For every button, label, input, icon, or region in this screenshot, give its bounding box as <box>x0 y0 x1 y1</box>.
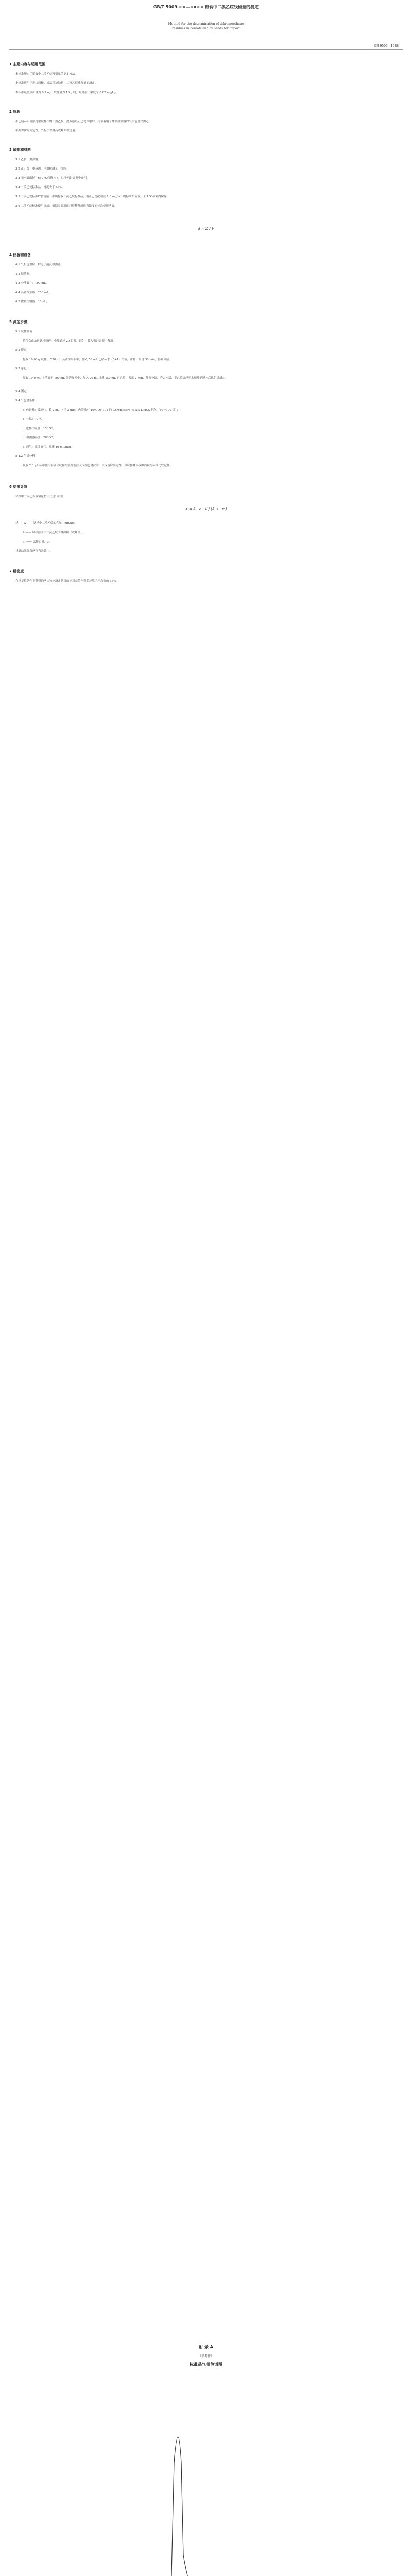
paragraph: 将粮食或油料试样粉碎，全部通过 20 目筛，混匀，装入密封容器中备用。 <box>23 340 116 343</box>
paragraph: 本标准规定了粮食中二溴乙烷残留量的测定方法。 <box>15 73 78 76</box>
paragraph: 用乙腈—水溶液提取试样中的二溴乙烷，提取液经正己烷萃取后，用带有电子捕获检测器的气相色谱仪测定。 <box>15 120 152 123</box>
paragraph: d. 检测器温度：200 ℃； <box>23 436 56 439</box>
paragraph: 称取 10.00 g 试样于 250 mL 具塞锥形瓶中，加入 50 mL 乙腈—水（5+1）溶液，密塞，振荡 30 min，静置分层。 <box>23 358 172 361</box>
paragraph: 吸取 10.0 mL 上清液于 100 mL 分液漏斗中，加入 20 mL 水和 5.0 mL 正己烷，振荡 2 min，静置分层，弃去水层，正己烷层经无水硫酸钠脱水后供色谱测定。 <box>23 377 228 380</box>
paragraph: 式中：X —— 试样中二溴乙烷的含量，mg/kg； <box>15 522 77 525</box>
section-heading: 7 精密度 <box>9 569 24 573</box>
paragraph: 根据保留时间定性，外标法以峰高或峰面积定量。 <box>15 129 78 132</box>
section-heading: 1 主题内容与适用范围 <box>9 62 46 66</box>
english-title-line: Method for the determination of dibromoethane <box>168 22 244 26</box>
paragraph: 试样中二溴乙烷残留量按下式进行计算： <box>15 495 67 498</box>
paragraph: 4.3 分液漏斗：100 mL。 <box>15 282 49 285</box>
paragraph: 在重复性条件下获得的两次独立测定结果的绝对差值不得超过算术平均值的 15%。 <box>15 580 119 583</box>
header-divider <box>9 49 403 50</box>
paragraph: 本标准适用于进口原粮、成品粮及油料中二溴乙烷残留量的测定。 <box>15 82 98 85</box>
paragraph: 4.1 气相色谱仪：附电子捕获检测器。 <box>15 263 63 266</box>
paragraph: 5.2 提取 <box>15 349 27 352</box>
paragraph: 4.4 具塞锥形瓶：250 mL。 <box>15 291 52 294</box>
paragraph: m —— 试样质量，g。 <box>23 540 52 544</box>
paragraph: A —— 试样溶液中二溴乙烷的峰面积（或峰高）； <box>23 531 85 534</box>
paragraph: 3.2 正己烷：重蒸馏，色谱检测无干扰峰。 <box>15 167 69 171</box>
paragraph: 4.5 微量注射器：10 μL。 <box>15 300 49 303</box>
analyte-peak <box>170 2437 309 2576</box>
paragraph: a. 色谱柱：玻璃柱，长 2 m，内径 3 mm，内装涂有 10% OV-101 的 Chromosorb W AW DMCS 担体（80～100 目）； <box>23 409 180 412</box>
paragraph: e. 载气：高纯氮气，流速 40 mL/min。 <box>23 446 74 449</box>
paragraph: 3.4 二溴乙烷标准品：纯度大于 99%。 <box>15 186 65 189</box>
english-title-line: residues in cereals and oil seeds for import <box>172 27 240 30</box>
paragraph: 3.5 二溴乙烷标准贮备溶液：准确称取二溴乙烷标准品，用正己烷配制成 1.0 mg/mL 的标准贮备液，于 4 ℃冰箱内保存。 <box>15 195 170 198</box>
paragraph: 3.1 乙腈：重蒸馏。 <box>15 158 41 161</box>
standard-code: GB 9506—1988 <box>374 44 399 48</box>
chromatogram-figure <box>93 2401 319 2576</box>
section-heading: 3 试剂和材料 <box>9 148 31 152</box>
paragraph: c. 进样口温度：150 ℃； <box>23 427 56 430</box>
paragraph: 计算结果保留两位有效数字。 <box>15 550 53 553</box>
section-heading: 2 原理 <box>9 110 21 114</box>
paragraph: 3.3 无水硫酸钠：650 ℃灼烧 4 h，贮于密封容器中备用。 <box>15 177 90 180</box>
section-heading: 5 测定步骤 <box>9 320 28 324</box>
paragraph: 本标准最低检出量为 0.2 ng，取样量为 10 g 时，最低检出浓度为 0.02 mg/kg。 <box>15 91 119 94</box>
section-heading: 4 仪器和设备 <box>9 253 31 257</box>
paragraph: 5.1 试样制备 <box>15 330 32 333</box>
paragraph: 5.4.1 色谱条件 <box>15 399 35 402</box>
paragraph: 5.4.2 色谱分析 <box>15 455 35 458</box>
document-title: GB/T 5009.××—×××× 粮食中二溴乙烷残留量的测定 <box>153 5 259 9</box>
appendix-label: 附 录 A <box>199 2345 213 2349</box>
formula: d = Z / V <box>198 227 214 231</box>
appendix-subtitle: （参考件） <box>198 2354 214 2358</box>
paragraph: b. 柱温：70 ℃； <box>23 418 45 421</box>
paragraph: 4.2 振荡器。 <box>15 273 32 276</box>
paragraph: 吸取 2.0 μL 标准使用溶液和试样溶液分别注入气相色谱仪中，以保留时间定性，以试样峰高或峰面积与标准比较定量。 <box>23 464 173 467</box>
appendix-title: 标准品气相色谱图 <box>190 2362 222 2367</box>
paragraph: 3.6 二溴乙烷标准使用溶液：根据需要用正己烷稀释成适当浓度的标准使用溶液。 <box>15 205 117 208</box>
paragraph: 5.3 净化 <box>15 367 27 370</box>
paragraph: 5.4 测定 <box>15 390 27 393</box>
english-title <box>0 22 412 31</box>
formula: X = A · c · V / (A_s · m) <box>185 507 227 511</box>
section-heading: 6 结果计算 <box>9 485 28 489</box>
